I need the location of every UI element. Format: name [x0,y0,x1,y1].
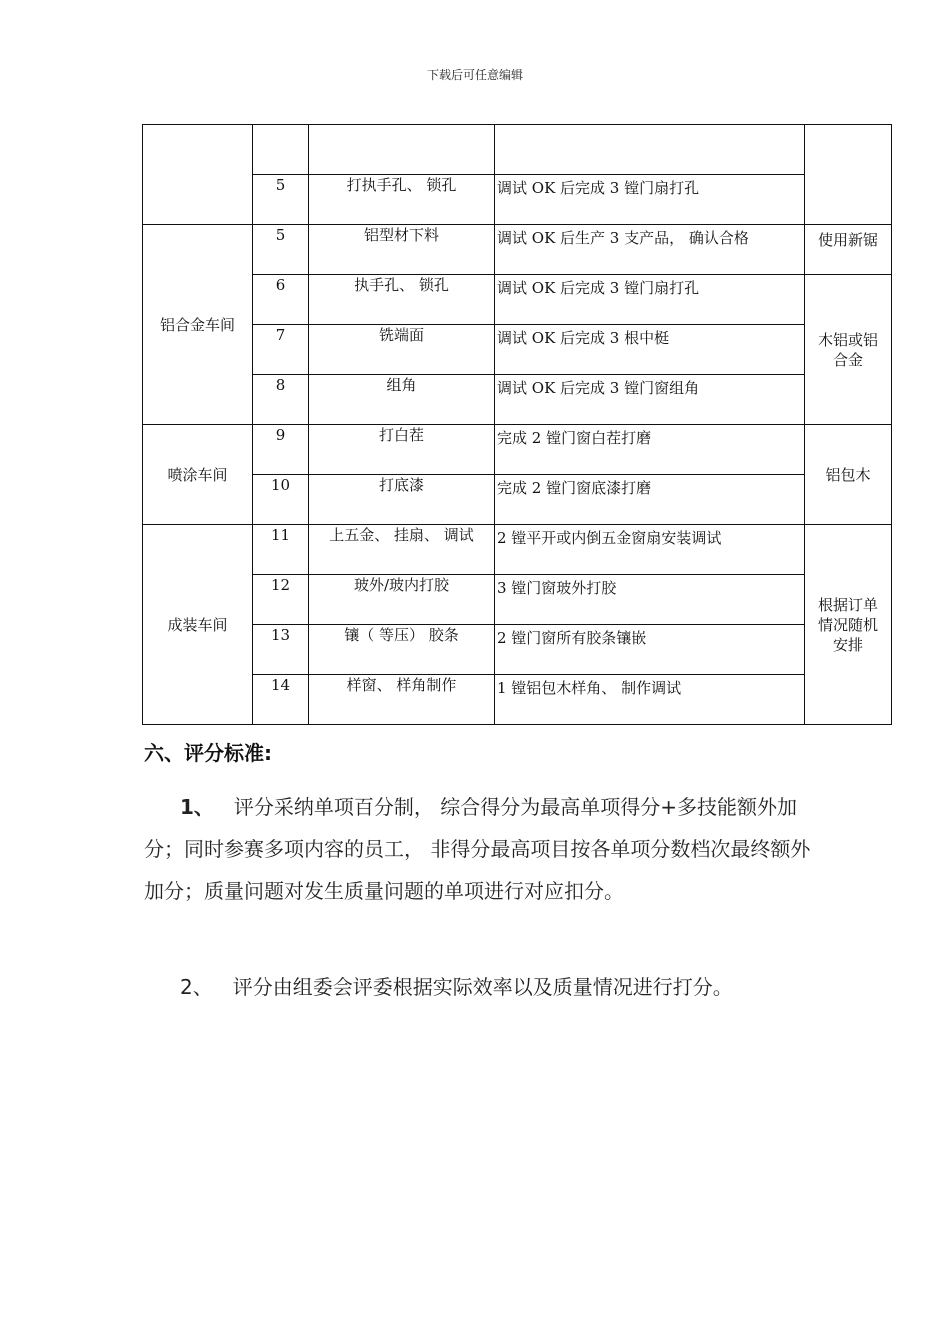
task-table [142,124,892,725]
row-task: 3 镗门窗玻外打胶 [495,575,805,625]
table-row [143,375,892,425]
row-process: 打执手孔、 锁孔 [309,175,495,225]
row-num: 12 [253,575,309,625]
scoring-paragraph-1 [144,786,814,912]
row-num: 9 [253,425,309,475]
table-row [143,675,892,725]
row-process: 玻外/玻内打胶 [309,575,495,625]
row-task: 2 镗门窗所有胶条镶嵌 [495,625,805,675]
row-task: 调试 OK 后完成 3 镗门扇打孔 [495,275,805,325]
material-al-clad: 铝包木 [805,425,892,525]
paragraph-index: 1、 [180,795,214,819]
paragraph-index: 2、 [180,975,213,999]
row-process: 组角 [309,375,495,425]
dept-assembly: 成装车间 [143,525,253,725]
row-num: 11 [253,525,309,575]
row-task: 调试 OK 后生产 3 支产品， 确认合格 [495,225,805,275]
row-process: 上五金、 挂扇、 调试 [309,525,495,575]
row-task: 调试 OK 后完成 3 镗门扇打孔 [495,175,805,225]
dept-cell-blank [143,125,253,225]
section-title: 六、评分标准: [144,741,272,765]
dept-spray: 喷涂车间 [143,425,253,525]
paragraph-text: 评分采纳单项百分制， 综合得分为最高单项得分+多技能额外加分；同时参赛多项内容的员工， 非得分最高项目按各单项分数档次最终额外加分；质量问题对发生质量问题的单项进行对应扣分。 [144,795,811,903]
row-task: 完成 2 镗门窗底漆打磨 [495,475,805,525]
material-by-order [805,525,892,725]
row-task: 调试 OK 后完成 3 根中梃 [495,325,805,375]
table-row [143,425,892,475]
table-row [143,525,892,575]
row-process [309,125,495,175]
row-task: 1 镗铝包木样角、 制作调试 [495,675,805,725]
material-wood-al [805,275,892,425]
row-process: 镶（ 等压） 胶条 [309,625,495,675]
row-process: 打白茬 [309,425,495,475]
row-task: 2 镗平开或内倒五金窗扇安装调试 [495,525,805,575]
row-num: 13 [253,625,309,675]
paragraph-text: 评分由组委会评委根据实际效率以及质量情况进行打分。 [232,975,733,999]
header-note: 下载后可任意编辑 [426,68,523,82]
table-row [143,275,892,325]
row-task [495,125,805,175]
row-num: 8 [253,375,309,425]
row-num: 5 [253,175,309,225]
row-num: 6 [253,275,309,325]
dept-aluminum: 铝合金车间 [143,225,253,425]
material-line: 根据订单 [817,595,878,614]
table-row [143,225,892,275]
row-num: 10 [253,475,309,525]
table-row [143,575,892,625]
material-line: 木铝或铝 [817,330,878,349]
row-process: 样窗、 样角制作 [309,675,495,725]
table-row [143,125,892,175]
table-row [143,175,892,225]
material-line: 合金 [832,350,863,369]
row-num: 7 [253,325,309,375]
table-row [143,325,892,375]
row-task: 完成 2 镗门窗白茬打磨 [495,425,805,475]
row-process: 铝型材下料 [309,225,495,275]
row-num: 14 [253,675,309,725]
row-num [253,125,309,175]
scoring-paragraph-2 [144,966,814,1008]
row-process: 铣端面 [309,325,495,375]
material-line: 安排 [832,635,863,654]
material-line: 情况随机 [817,615,878,634]
row-process: 打底漆 [309,475,495,525]
row-num: 5 [253,225,309,275]
material-cell-blank [805,125,892,225]
table-row [143,625,892,675]
row-task: 调试 OK 后完成 3 镗门窗组角 [495,375,805,425]
table-row [143,475,892,525]
material-new-saw: 使用新锯 [805,225,892,275]
row-process: 执手孔、 锁孔 [309,275,495,325]
